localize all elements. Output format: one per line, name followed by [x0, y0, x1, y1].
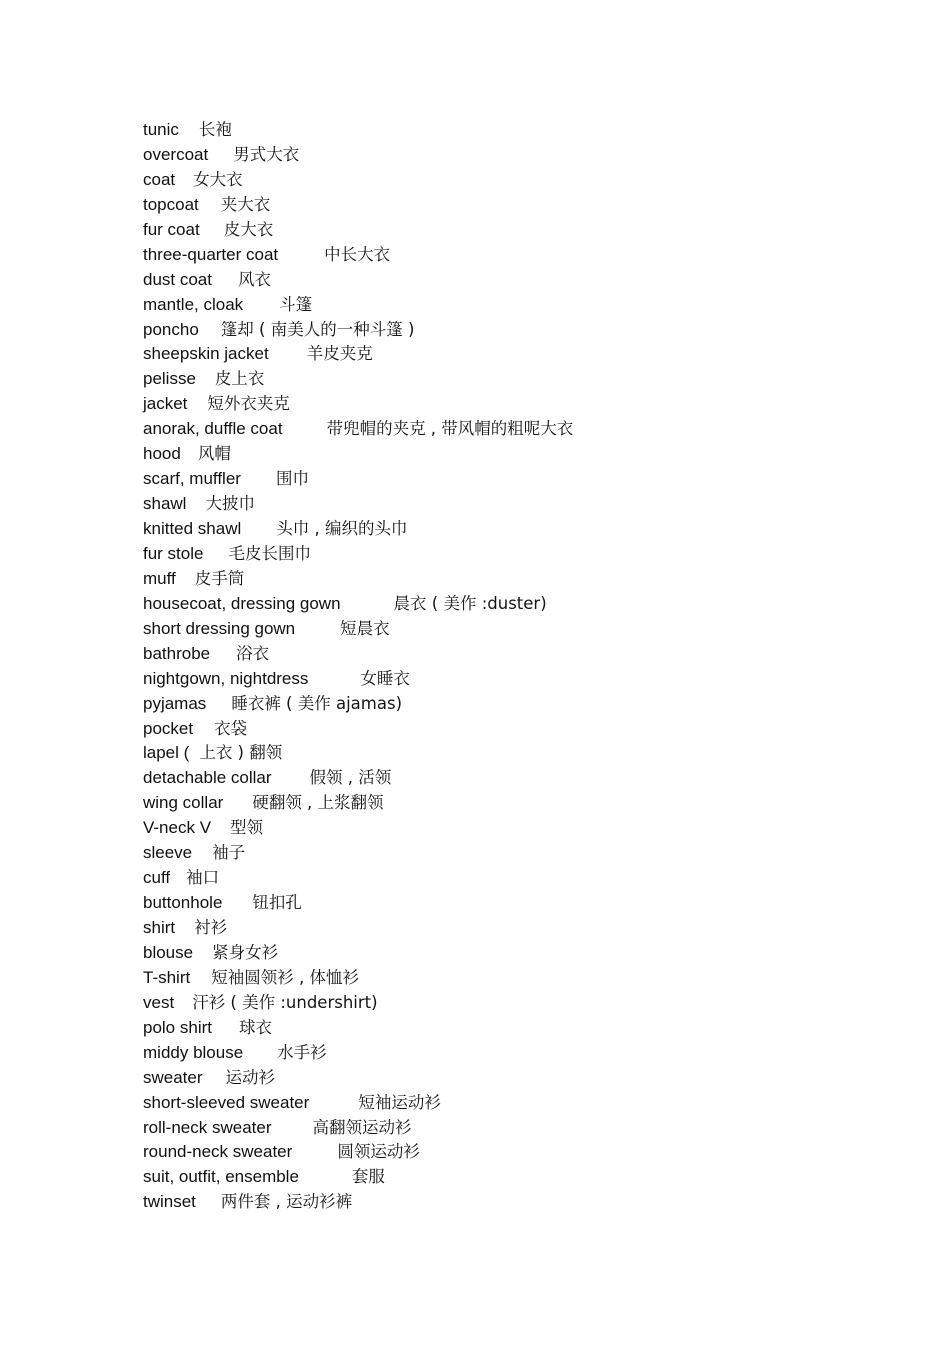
english-term: topcoat: [143, 194, 199, 214]
chinese-translation: 睡衣裤 ( 美作 ajamas): [231, 693, 403, 713]
vocabulary-entry: [143, 617, 903, 642]
vocabulary-entry: [143, 293, 903, 318]
vocabulary-entry: [143, 268, 903, 293]
vocabulary-entry: [143, 1066, 903, 1091]
english-term: dust coat: [143, 269, 212, 289]
chinese-translation: 风帽: [197, 444, 231, 464]
english-term: pelisse: [143, 369, 196, 389]
english-term: muff: [143, 568, 176, 588]
english-term: fur stole: [143, 543, 204, 563]
chinese-translation: 男式大衣: [233, 144, 300, 164]
english-term: blouse: [143, 942, 194, 962]
english-term: mantle, cloak: [143, 294, 244, 314]
vocabulary-entry: [143, 442, 903, 467]
chinese-translation: 假领 , 活领: [309, 768, 392, 788]
vocabulary-entry: [143, 667, 903, 692]
chinese-translation: 围巾: [275, 469, 309, 489]
english-term: hood: [143, 444, 181, 464]
english-term: sweater: [143, 1067, 203, 1087]
vocabulary-entry: [143, 891, 903, 916]
chinese-translation: 上衣 ) 翻领: [199, 743, 283, 763]
english-term: twinset: [143, 1192, 196, 1212]
vocabulary-entry: [143, 741, 903, 766]
english-term: vest: [143, 992, 175, 1012]
vocabulary-entry: [143, 1165, 903, 1190]
english-term: jacket: [143, 394, 188, 414]
chinese-translation: 球衣: [238, 1017, 272, 1037]
english-term: round-neck sweater: [143, 1142, 293, 1162]
vocabulary-entry: [143, 392, 903, 417]
vocabulary-entry: [143, 367, 903, 392]
chinese-translation: 长袍: [198, 120, 232, 139]
english-term: polo shirt: [143, 1017, 212, 1037]
chinese-translation: 中长大衣: [324, 244, 391, 264]
vocabulary-entry: [143, 791, 903, 816]
vocabulary-entry: [143, 467, 903, 492]
english-term: pyjamas: [143, 693, 207, 713]
vocabulary-entry: [143, 517, 903, 542]
vocabulary-entry: [143, 592, 903, 617]
chinese-translation: 两件套 , 运动衫裤: [220, 1192, 353, 1212]
chinese-translation: 水手衫: [277, 1042, 327, 1062]
vocabulary-entry: [143, 542, 903, 567]
english-term: middy blouse: [143, 1042, 244, 1062]
chinese-translation: 大披巾: [205, 494, 255, 514]
vocabulary-entry: [143, 1091, 903, 1116]
english-term: bathrobe: [143, 643, 211, 663]
chinese-translation: 皮上衣: [214, 369, 265, 389]
vocabulary-entry: [143, 218, 903, 243]
vocabulary-list: [143, 118, 903, 1215]
vocabulary-entry: [143, 866, 903, 891]
english-term: short-sleeved sweater: [143, 1092, 310, 1112]
chinese-translation: 衣袋: [214, 718, 248, 738]
chinese-translation: 带兜帽的夹克 , 带风帽的粗呢大衣: [326, 419, 574, 439]
vocabulary-entry: [143, 966, 903, 991]
vocabulary-entry: [143, 941, 903, 966]
chinese-translation: 衬衫: [194, 918, 228, 937]
chinese-translation: 型领: [230, 818, 264, 838]
chinese-translation: 篷却 ( 南美人的一种斗篷 ): [220, 319, 415, 339]
chinese-translation: 硬翻领 , 上浆翻领: [252, 793, 384, 813]
english-term: nightgown, nightdress: [143, 668, 309, 688]
vocabulary-entry: [143, 492, 903, 517]
english-term: pocket: [143, 718, 194, 738]
chinese-translation: 女睡衣: [360, 668, 410, 688]
chinese-translation: 套服: [351, 1167, 385, 1187]
english-term: scarf, muffler: [143, 469, 241, 489]
chinese-translation: 女大衣: [193, 169, 243, 189]
vocabulary-entry: [143, 916, 903, 941]
vocabulary-entry: [143, 417, 903, 442]
english-term: tunic: [143, 120, 179, 139]
vocabulary-entry: [143, 168, 903, 193]
vocabulary-entry: [143, 1116, 903, 1141]
chinese-translation: 浴衣: [236, 643, 270, 663]
chinese-translation: 汗衫 ( 美作 :undershirt): [192, 992, 378, 1012]
chinese-translation: 袖口: [186, 868, 220, 888]
chinese-translation: 短外衣夹克: [207, 394, 290, 414]
chinese-translation: 头巾 , 编织的头巾: [276, 519, 408, 538]
english-term: shirt: [143, 918, 176, 937]
english-term: roll-neck sweater: [143, 1117, 272, 1137]
vocabulary-entry: [143, 342, 903, 367]
english-term: coat: [143, 169, 176, 189]
english-term: suit, outfit, ensemble: [143, 1167, 299, 1187]
english-term: wing collar: [143, 793, 224, 813]
english-term: fur coat: [143, 219, 200, 239]
english-term: overcoat: [143, 144, 209, 164]
vocabulary-entry: [143, 118, 903, 143]
vocabulary-entry: [143, 642, 903, 667]
vocabulary-entry: [143, 766, 903, 791]
chinese-translation: 风衣: [238, 269, 271, 289]
chinese-translation: 圆领运动衫: [337, 1142, 420, 1162]
english-term: cuff: [143, 868, 171, 888]
chinese-translation: 毛皮长围巾: [228, 543, 311, 563]
vocabulary-entry: [143, 143, 903, 168]
english-term: shawl: [143, 494, 187, 514]
chinese-translation: 夹大衣: [220, 194, 271, 214]
english-term: sheepskin jacket: [143, 344, 269, 364]
english-term: sleeve: [143, 843, 193, 863]
vocabulary-entry: [143, 1190, 903, 1215]
chinese-translation: 短袖运动衫: [358, 1092, 441, 1112]
english-term: buttonhole: [143, 893, 223, 913]
chinese-translation: 钮扣孔: [252, 893, 302, 913]
vocabulary-entry: [143, 1016, 903, 1041]
english-term: housecoat, dressing gown: [143, 593, 341, 613]
english-term: V-neck V: [143, 818, 212, 838]
vocabulary-entry: [143, 816, 903, 841]
chinese-translation: 袖子: [212, 843, 246, 863]
vocabulary-entry: [143, 1041, 903, 1066]
vocabulary-entry: [143, 193, 903, 218]
vocabulary-entry: [143, 717, 903, 742]
english-term: knitted shawl: [143, 519, 242, 538]
chinese-translation: 晨衣 ( 美作 :duster): [393, 593, 547, 613]
english-term: anorak, duffle coat: [143, 419, 283, 439]
chinese-translation: 皮手筒: [194, 568, 245, 588]
chinese-translation: 短晨衣: [340, 618, 390, 638]
vocabulary-entry: [143, 841, 903, 866]
vocabulary-entry: [143, 318, 903, 343]
english-term: poncho: [143, 319, 199, 339]
english-term: T-shirt: [143, 967, 191, 987]
chinese-translation: 斗篷: [279, 294, 313, 314]
vocabulary-entry: [143, 692, 903, 717]
chinese-translation: 紧身女衫: [212, 942, 279, 962]
english-term: short dressing gown: [143, 618, 296, 638]
vocabulary-entry: [143, 567, 903, 592]
chinese-translation: 运动衫: [225, 1067, 276, 1087]
english-term: lapel (: [143, 743, 190, 763]
chinese-translation: 羊皮夹克: [306, 344, 373, 364]
chinese-translation: 短袖圆领衫 , 体恤衫: [211, 967, 359, 987]
chinese-translation: 高翻领运动衫: [312, 1117, 412, 1137]
vocabulary-entry: [143, 243, 903, 268]
english-term: three-quarter coat: [143, 244, 279, 264]
english-term: detachable collar: [143, 768, 272, 788]
vocabulary-entry: [143, 1140, 903, 1165]
chinese-translation: 皮大衣: [223, 219, 274, 239]
vocabulary-entry: [143, 991, 903, 1016]
